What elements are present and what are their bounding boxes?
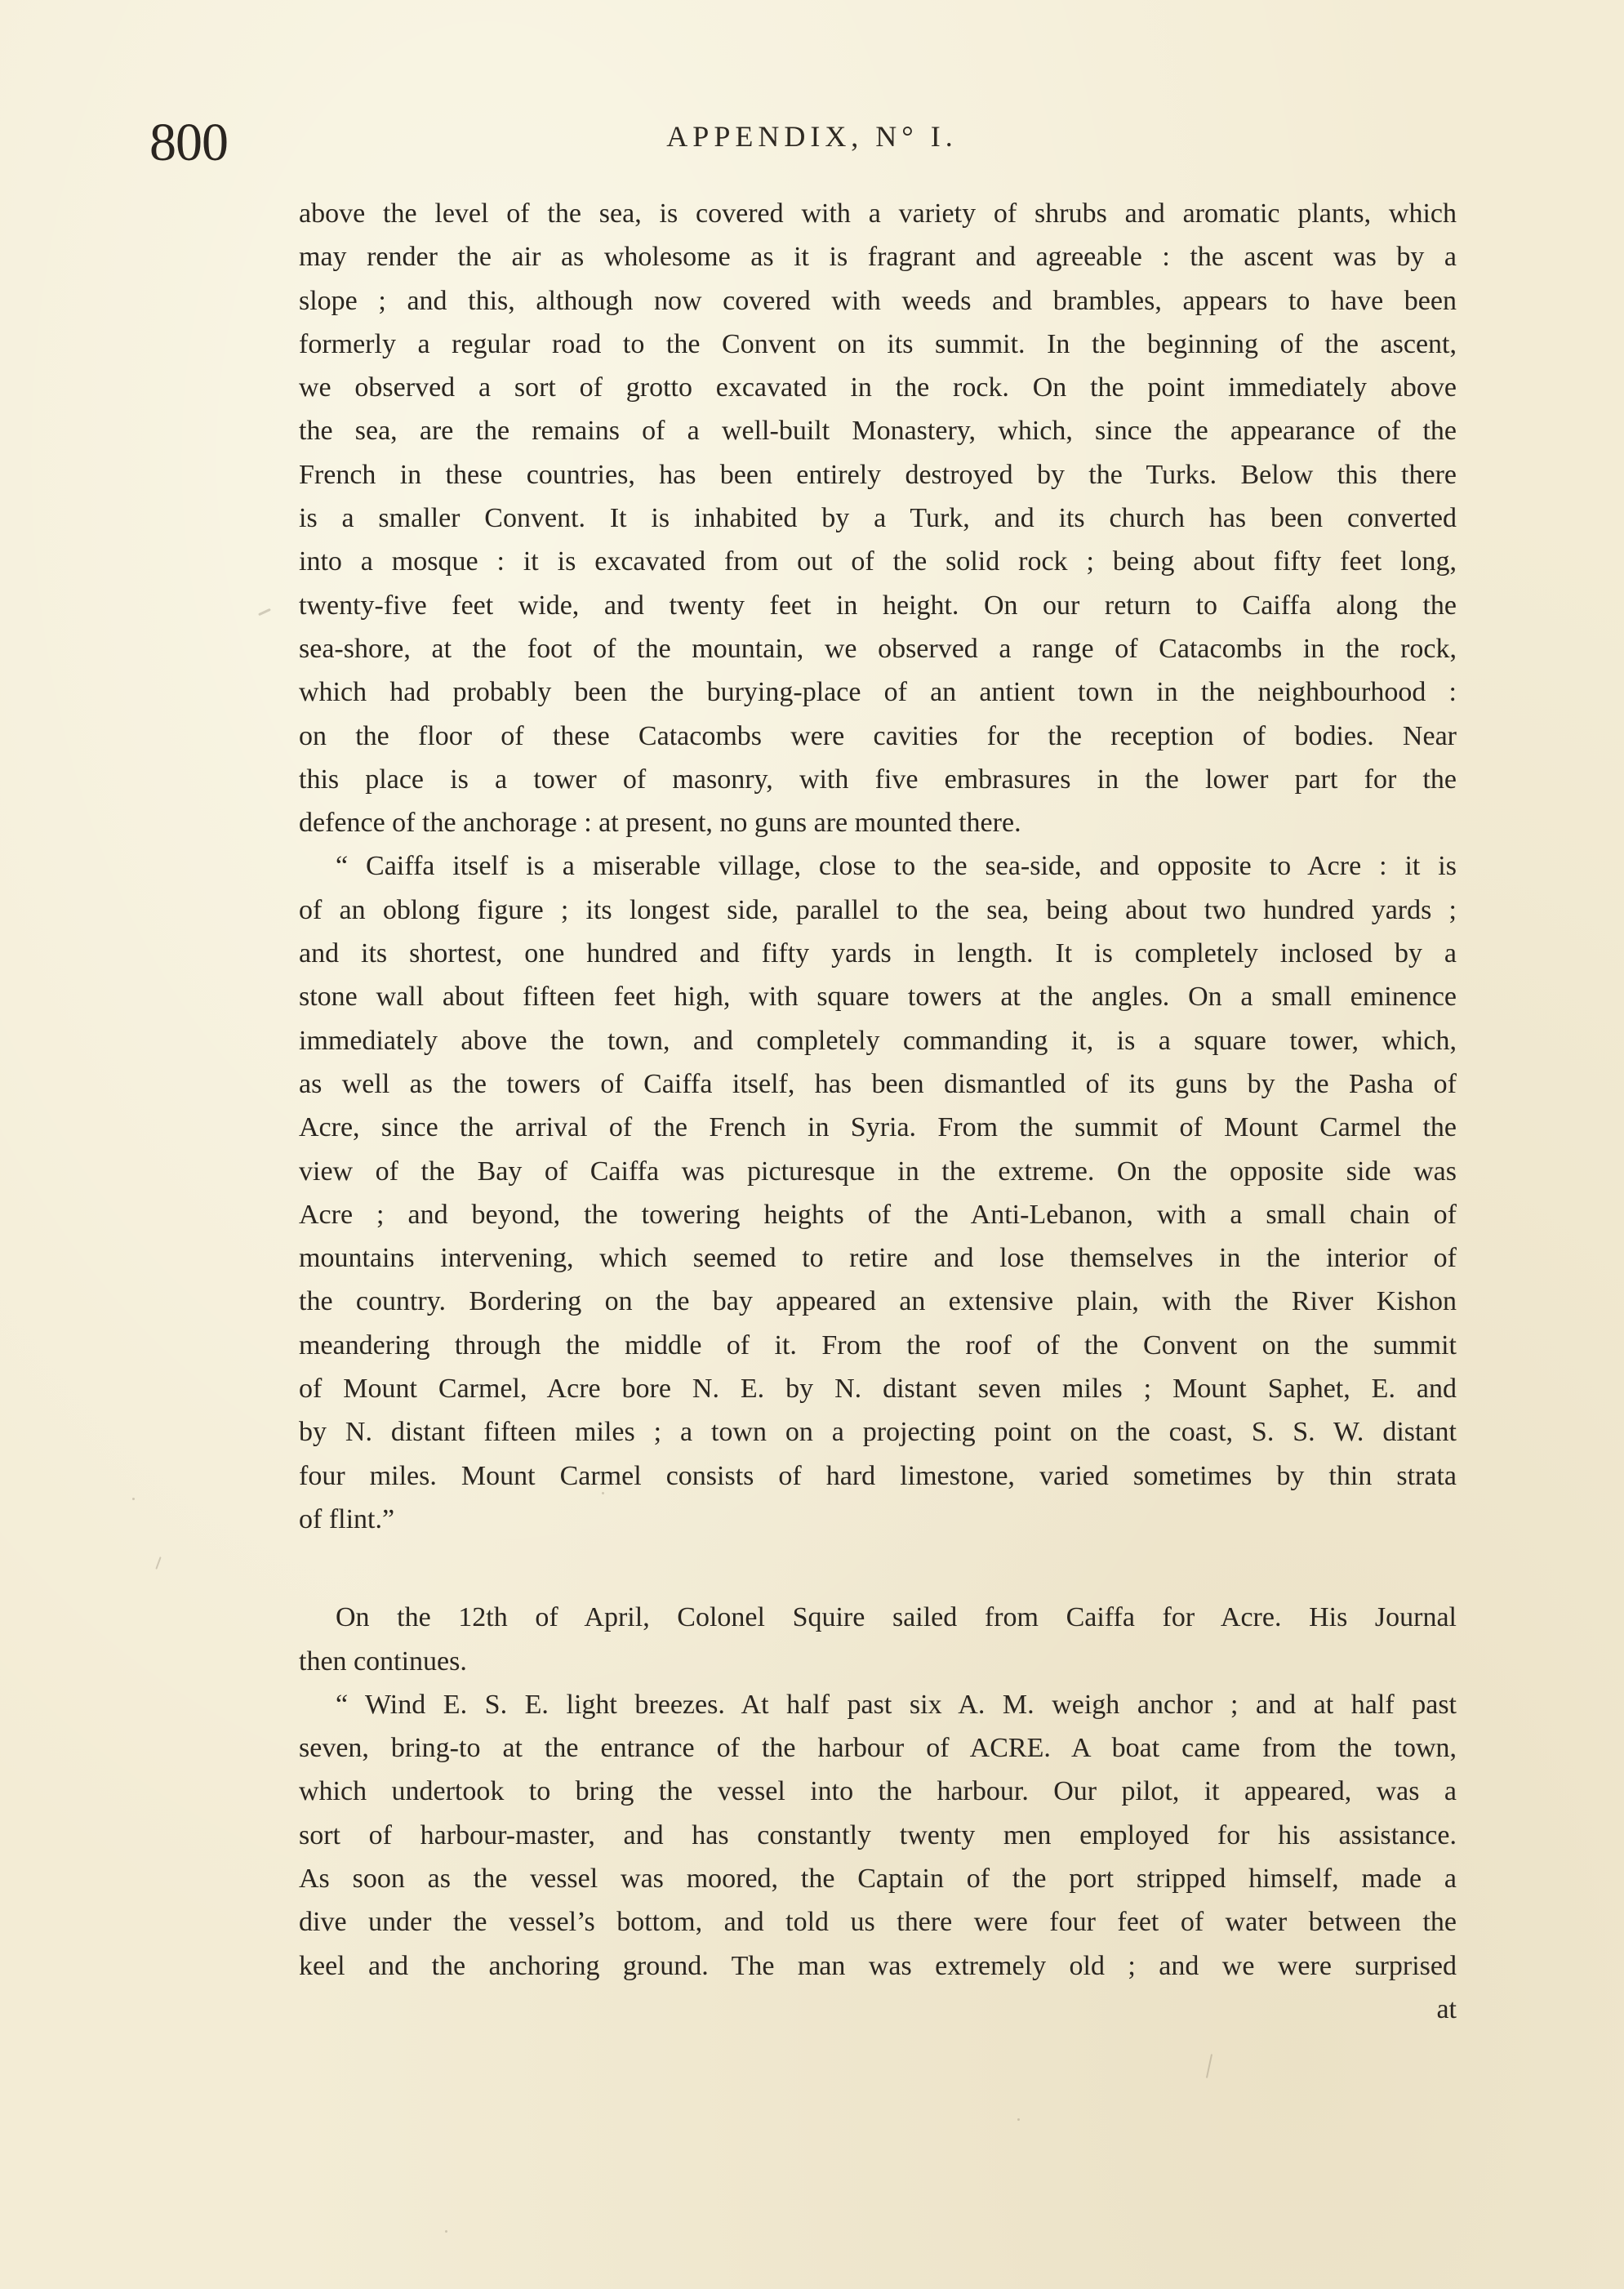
- text-line: formerly a regular road to the Convent on its summit. In the beginning of the ascent,: [299, 328, 1457, 359]
- page-number: 800: [149, 113, 228, 172]
- text-line: the country. Bordering on the bay appeared an extensive plain, with the River Kishon: [299, 1286, 1457, 1317]
- text-line: and its shortest, one hundred and fifty yards in length. It is completely inclosed by a: [299, 938, 1457, 969]
- text-line: we observed a sort of grotto excavated in the rock. On the point immediately above: [299, 372, 1457, 403]
- text-line: view of the Bay of Caiffa was picturesque in the extreme. On the opposite side was: [299, 1156, 1457, 1187]
- text-line: On the 12th of April, Colonel Squire sailed from Caiffa for Acre. His Journal: [336, 1602, 1457, 1633]
- ink-speck: [1206, 2054, 1212, 2078]
- text-line: of flint.”: [299, 1503, 395, 1534]
- running-head: APPENDIX, N° I.: [666, 120, 958, 153]
- text-line: As soon as the vessel was moored, the Captain of the port stripped himself, made a: [299, 1863, 1457, 1894]
- text-line: defence of the anchorage : at present, no guns are mounted there.: [299, 808, 1021, 839]
- text-line: immediately above the town, and completely commanding it, is a square tower, which,: [299, 1025, 1457, 1056]
- text-line: “ Wind E. S. E. light breezes. At half past six A. M. weigh anchor ; and at half past: [336, 1689, 1457, 1720]
- text-line: sort of harbour-master, and has constantly twenty men employed for his assistance.: [299, 1819, 1457, 1850]
- ink-speck: [602, 1492, 604, 1494]
- text-line: may render the air as wholesome as it is fragrant and agreeable : the ascent was by a: [299, 242, 1457, 273]
- text-line: French in these countries, has been entirely destroyed by the Turks. Below this there: [299, 459, 1457, 490]
- text-line: keel and the anchoring ground. The man was extremely old ; and we were surprised: [299, 1950, 1457, 1981]
- body-text: [299, 192, 1457, 2031]
- text-line: this place is a tower of masonry, with five embrasures in the lower part for the: [299, 764, 1457, 795]
- text-line: of an oblong figure ; its longest side, parallel to the sea, being about two hundred yards ;: [299, 894, 1457, 925]
- text-line: by N. distant fifteen miles ; a town on a projecting point on the coast, S. S. W. distant: [299, 1417, 1457, 1448]
- paragraph-gap: [299, 1541, 1457, 1596]
- text-line: mountains intervening, which seemed to retire and lose themselves in the interior of: [299, 1243, 1457, 1274]
- ink-speck: [445, 2230, 447, 2233]
- text-line: stone wall about fifteen feet high, with square towers at the angles. On a small eminence: [299, 982, 1457, 1013]
- ink-speck: [155, 1556, 161, 1570]
- text-line: into a mosque : it is excavated from out of the solid rock ; being about fifty feet long,: [299, 546, 1457, 577]
- text-line: twenty-five feet wide, and twenty feet in height. On our return to Caiffa along the: [299, 590, 1457, 621]
- text-line: which had probably been the burying-place of an antient town in the neighbourhood :: [299, 677, 1457, 708]
- catchword: at: [1436, 1993, 1457, 2024]
- text-line: then continues.: [299, 1645, 467, 1677]
- text-line: Acre ; and beyond, the towering heights of the Anti-Lebanon, with a small chain of: [299, 1199, 1457, 1230]
- text-line: is a smaller Convent. It is inhabited by a Turk, and its church has been converted: [299, 503, 1457, 534]
- ink-speck: [132, 1498, 135, 1500]
- text-line: dive under the vessel’s bottom, and told us there were four feet of water between the: [299, 1907, 1457, 1938]
- text-line: seven, bring-to at the entrance of the harbour of ACRE. A boat came from the town,: [299, 1733, 1457, 1764]
- text-line: meandering through the middle of it. From the roof of the Convent on the summit: [299, 1329, 1457, 1360]
- text-line: on the floor of these Catacombs were cavities for the reception of bodies. Near: [299, 720, 1457, 751]
- text-line: slope ; and this, although now covered with weeds and brambles, appears to have been: [299, 285, 1457, 316]
- text-line: above the level of the sea, is covered with a variety of shrubs and aromatic plants, which: [299, 198, 1457, 229]
- text-line: Acre, since the arrival of the French in Syria. From the summit of Mount Carmel the: [299, 1112, 1457, 1143]
- text-line: which undertook to bring the vessel into the harbour. Our pilot, it appeared, was a: [299, 1776, 1457, 1807]
- text-line: of Mount Carmel, Acre bore N. E. by N. distant seven miles ; Mount Saphet, E. and: [299, 1374, 1457, 1405]
- text-line: “ Caiffa itself is a miserable village, close to the sea-side, and opposite to Acre : it is: [336, 851, 1457, 882]
- text-line: the sea, are the remains of a well-built Monastery, which, since the appearance of the: [299, 416, 1457, 447]
- text-line: sea-shore, at the foot of the mountain, we observed a range of Catacombs in the rock,: [299, 633, 1457, 664]
- ink-speck: [1017, 2118, 1020, 2121]
- text-line: four miles. Mount Carmel consists of hard limestone, varied sometimes by thin strata: [299, 1460, 1457, 1491]
- ink-speck: [258, 608, 271, 616]
- text-line: as well as the towers of Caiffa itself, has been dismantled of its guns by the Pasha of: [299, 1068, 1457, 1099]
